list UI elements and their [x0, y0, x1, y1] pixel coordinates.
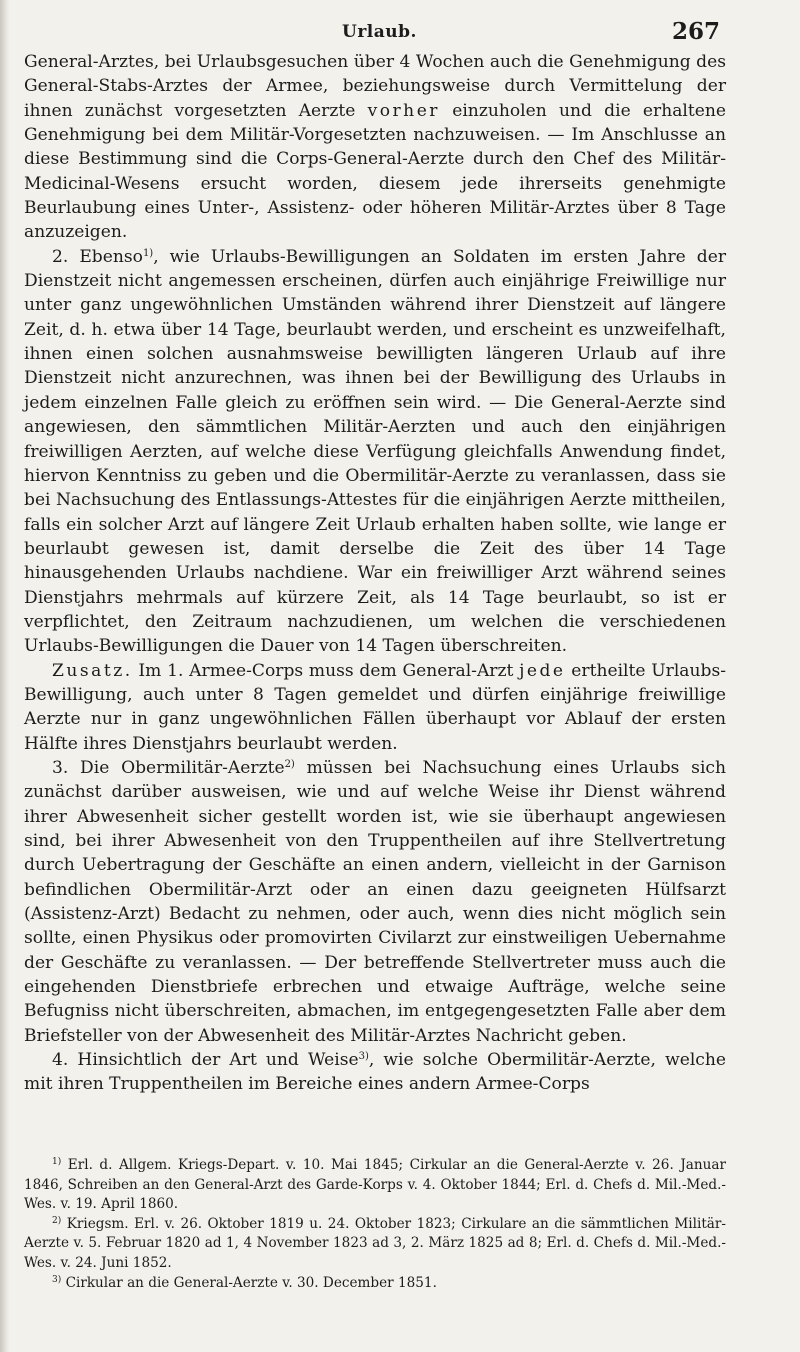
- footnote: [24, 1156, 726, 1215]
- spaced-emphasis: vorher: [367, 100, 440, 121]
- text-run: Kriegsm. Erl. v. 26. Oktober 1819 u. 24. Oktober 1823; Cirkulare an die sämmtlichen Militär-Aerzte v. 5. Februar 1820 ad 1, 4 November 1823 ad 3, 2. März 1825 ad 8; Erl. d. Chefs d. Mil.-Med.-Wes. v. 24. Juni 1852.: [24, 1215, 726, 1271]
- footnote-marker: 1): [142, 247, 154, 259]
- text-run: Im 1. Armee-Corps muss dem General-Arzt: [132, 660, 520, 681]
- page-number: 267: [671, 18, 720, 45]
- paragraph: [24, 245, 726, 659]
- text-run: , wie Urlaubs-Bewilligungen an Soldaten im ersten Jahre der Dienstzeit nicht angemessen erscheinen, dürfen auch einjährige Freiwillige nur unter ganz ungewöhnlichen Umständen während ihrer Dienstzeit auf längere Zeit, d. h. etwa über 14 Tage, beurlaubt werden, und erscheint es unzweifelhaft, ihnen einen solchen ausnahmsweise bewilligten längeren Urlaub auf ihre Dienstzeit nicht anzurechnen, was ihnen bei der Bewilligung des Urlaubs in jedem einzelnen Falle gleich zu eröffnen sein wird. — Die General-Aerzte sind angewiesen, den sämmtlichen Militär-Aerzten und auch den einjährigen freiwilligen Aerzten, auf welche diese Verfügung gleichfalls Anwendung findet, hiervon Kenntniss zu geben und die Obermilitär-Aerzte zu veranlassen, dass sie bei Nachsuchung des Entlassungs-Attestes für die einjährigen Aerzte mittheilen, falls ein solcher Arzt auf längere Zeit Urlaub erhalten haben sollte, wie lange er beurlaubt gewesen ist, damit derselbe die Zeit des über 14 Tage hinausgehenden Urlaubs nachdiene. War ein freiwilliger Arzt während seines Dienstjahrs mehrmals auf kürzere Zeit, als 14 Tage beurlaubt, so ist er verpflichtet, den Zeitraum nachzudienen, um welchen die verschiedenen Urlaubs-Bewilligungen die Dauer von 14 Tagen überschreiten.: [24, 246, 726, 657]
- paragraph: [24, 756, 726, 1048]
- text-run: Erl. d. Allgem. Kriegs-Depart. v. 10. Mai 1845; Cirkular an die General-Aerzte v. 26. Januar 1846, Schreiben an den General-Arzt des Garde-Korps v. 4. Oktober 1844; Erl. d. Chefs d. Mil.-Med.-Wes. v. 19. April 1860.: [24, 1157, 726, 1213]
- footnote-marker: 1): [52, 1157, 62, 1167]
- footnote-marker: 3): [52, 1274, 62, 1285]
- paragraph: [24, 659, 726, 756]
- text-run: General-Arztes, bei Urlaubsgesuchen über 4 Wochen auch die Genehmigung des General-Stabs-Arztes der Armee, beziehungsweise durch Vermittelung der ihnen zunächst vorgesetzten Aerzte: [24, 52, 726, 121]
- footnote-marker: 3): [358, 1051, 369, 1063]
- paragraph: [24, 1048, 726, 1097]
- text-run: einzuholen und die erhaltene Genehmigung bei dem Militär-Vorgesetzten nachzuweisen. — Im Anschlusse an diese Bestimmung sind die Corps-General-Aerzte durch den Chef des Militär-Medicinal-Wesens ersucht worden, diesem jede ihrerseits genehmigte Beurlaubung eines Unter-, Assistenz- oder höheren Militär-Arztes über 8 Tage anzuzeigen.: [24, 100, 726, 243]
- running-head: [60, 16, 720, 46]
- text-run: 4. Hinsichtlich der Art und Weise: [52, 1050, 359, 1071]
- text-run: müssen bei Nachsuchung eines Urlaubs sich zunächst darüber ausweisen, wie und auf welche Weise ihr Dienst während ihrer Abwesenheit sicher gestellt worden ist, wie sie überhaupt angewiesen sind, bei ihrer Abwesenheit von den Truppentheilen auf ihre Stellvertretung durch Uebertragung der Geschäfte an einen andern, vielleicht in der Garnison befindlichen Obermilitär-Arzt oder an einen dazu geeigneten Hülfsarzt (Assistenz-Arzt) Bedacht zu nehmen, oder auch, wenn dies nicht möglich sein sollte, einen Physikus oder promovirten Civilarzt zur einstweiligen Uebernahme der Geschäfte zu veranlassen. — Der betreffende Stellvertreter muss auch die eingehenden Dienstbriefe erbrechen und etwaige Aufträge, welche seine Befugniss nicht überschreiten, abmachen, im entgegengesetzten Falle aber dem Briefsteller von der Abwesenheit des Militär-Arztes Nachricht geben.: [24, 757, 726, 1046]
- page-binding-shadow: [0, 0, 10, 1352]
- text-run: 3. Die Obermilitär-Aerzte: [52, 757, 285, 778]
- body-text: [24, 50, 726, 1097]
- text-run: 2. Ebenso: [52, 246, 143, 267]
- footnote-marker: 2): [52, 1215, 62, 1226]
- footnote: [24, 1274, 726, 1294]
- running-title: Urlaub.: [342, 22, 417, 42]
- footnotes: [24, 1156, 726, 1293]
- text-run: ertheilte Urlaubs-Bewilligung, auch unter 8 Tagen gemeldet und dürfen einjährige freiwillige Aerzte nur in ganz ungewöhnlichen Fällen überhaupt vor Ablauf der ersten Hälfte ihres Dienstjahrs beurlaubt werden.: [24, 660, 726, 754]
- footnote-marker: 2): [284, 758, 295, 770]
- text-run: , wie solche Obermilitär-Aerzte, welche mit ihren Truppentheilen im Bereiche eines andern Armee-Corps: [24, 1050, 726, 1095]
- text-run: Cirkular an die General-Aerzte v. 30. December 1851.: [61, 1274, 437, 1291]
- footnote: [24, 1215, 726, 1274]
- paragraph: [24, 50, 726, 245]
- spaced-emphasis: Zusatz.: [52, 660, 133, 681]
- spaced-emphasis: jede: [519, 660, 566, 681]
